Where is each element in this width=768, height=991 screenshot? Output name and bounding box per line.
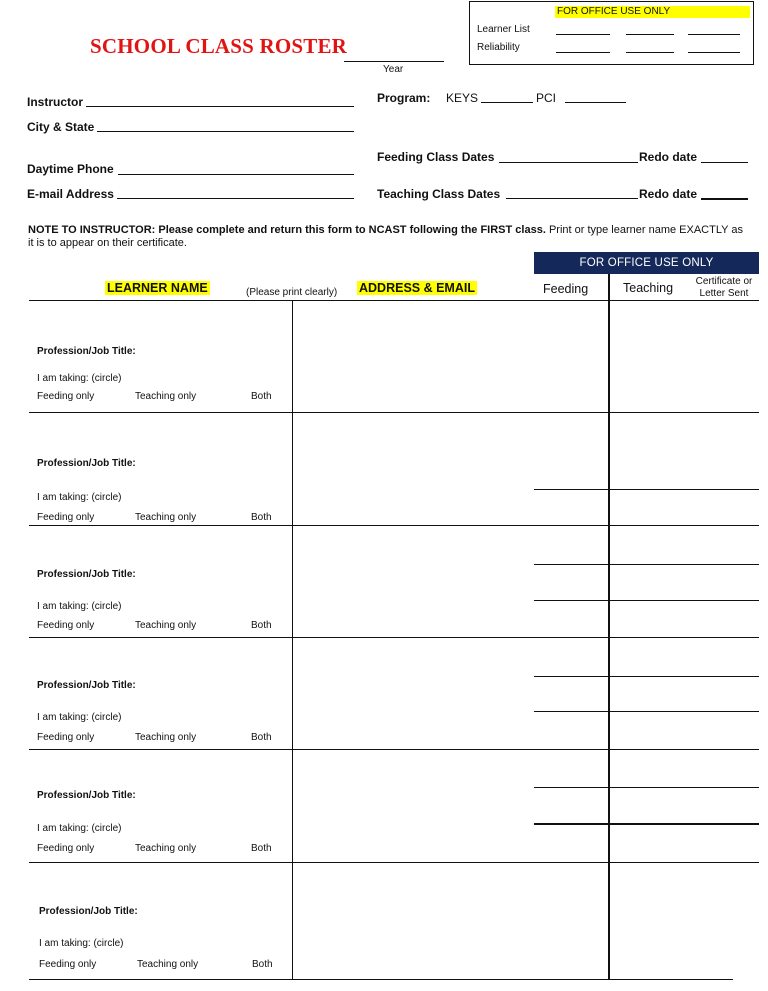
- option-feeding-only[interactable]: Feeding only: [37, 843, 95, 854]
- option-both[interactable]: Both: [251, 732, 272, 743]
- option-both[interactable]: Both: [251, 512, 272, 523]
- learner-list-field-2[interactable]: [626, 34, 674, 35]
- row-divider-4: [29, 749, 759, 750]
- instructor-note-bold: NOTE TO INSTRUCTOR: Please complete and return this form to NCAST following the FIRST class.: [28, 224, 546, 236]
- learner-list-field-3[interactable]: [688, 34, 740, 35]
- option-teaching-only[interactable]: Teaching only: [137, 959, 199, 970]
- teaching-dates-field[interactable]: [506, 198, 638, 199]
- taking-label: I am taking: (circle): [37, 492, 122, 503]
- print-clearly-note: (Please print clearly): [246, 287, 338, 298]
- reliability-field-3[interactable]: [688, 52, 740, 53]
- office-use-heading-text: FOR OFFICE USE ONLY: [557, 6, 671, 17]
- office-row-line: [534, 600, 759, 601]
- option-both[interactable]: Both: [251, 843, 272, 854]
- keys-field[interactable]: [481, 102, 533, 103]
- option-feeding-only[interactable]: Feeding only: [37, 391, 95, 402]
- learner-list-field-1[interactable]: [556, 34, 610, 35]
- office-row-line: [534, 823, 759, 825]
- taking-label: I am taking: (circle): [37, 712, 122, 723]
- office-column-divider: [608, 274, 610, 980]
- option-both[interactable]: Both: [251, 620, 272, 631]
- teaching-redo-label: Redo date: [639, 187, 698, 201]
- office-row-line: [534, 489, 759, 490]
- row-divider-3: [29, 637, 759, 638]
- pci-label: PCI: [536, 91, 557, 105]
- certificate-header: Certificate or Letter Sent: [695, 276, 753, 299]
- taking-label: I am taking: (circle): [39, 938, 124, 949]
- table-header-line: [29, 300, 759, 301]
- daytime-phone-label: Daytime Phone: [27, 162, 114, 176]
- instructor-label: Instructor: [27, 95, 84, 109]
- teaching-header: Teaching: [623, 281, 674, 295]
- profession-label: Profession/Job Title:: [37, 569, 136, 580]
- office-use-banner: FOR OFFICE USE ONLY: [534, 252, 759, 274]
- feeding-header: Feeding: [543, 282, 589, 296]
- year-field-line[interactable]: [344, 61, 444, 62]
- city-state-field[interactable]: [97, 131, 354, 132]
- reliability-label: Reliability: [477, 42, 520, 53]
- taking-label: I am taking: (circle): [37, 823, 122, 834]
- option-feeding-only[interactable]: Feeding only: [37, 732, 95, 743]
- learner-list-label: Learner List: [477, 24, 530, 35]
- feeding-redo-field[interactable]: [701, 162, 748, 163]
- option-teaching-only[interactable]: Teaching only: [135, 732, 197, 743]
- program-label: Program:: [377, 91, 431, 105]
- office-use-heading: [555, 6, 750, 18]
- profession-label: Profession/Job Title:: [37, 346, 136, 357]
- feeding-dates-label: Feeding Class Dates: [377, 150, 495, 164]
- option-feeding-only[interactable]: Feeding only: [39, 959, 97, 970]
- office-row-line: [534, 676, 759, 677]
- row-divider-5: [29, 862, 759, 863]
- row-divider-2: [29, 525, 759, 526]
- instructor-note: [28, 224, 750, 250]
- row-divider-1: [29, 412, 759, 413]
- year-label: Year: [383, 64, 404, 75]
- office-row-line: [534, 711, 759, 712]
- reliability-field-1[interactable]: [556, 52, 610, 53]
- option-both[interactable]: Both: [251, 391, 272, 402]
- profession-label: Profession/Job Title:: [37, 458, 136, 469]
- taking-label: I am taking: (circle): [37, 373, 122, 384]
- email-field[interactable]: [117, 198, 354, 199]
- option-teaching-only[interactable]: Teaching only: [135, 391, 197, 402]
- reliability-field-2[interactable]: [626, 52, 674, 53]
- teaching-redo-field[interactable]: [701, 198, 748, 200]
- instructor-note-rest: Print or type learner name EXACTLY as it is to appear on their certificate.: [28, 224, 743, 249]
- taking-label: I am taking: (circle): [37, 601, 122, 612]
- table-bottom-line: [29, 979, 733, 980]
- address-email-header: ADDRESS & EMAIL: [359, 281, 475, 295]
- email-label: E-mail Address: [27, 187, 114, 201]
- teaching-dates-label: Teaching Class Dates: [377, 187, 501, 201]
- option-feeding-only[interactable]: Feeding only: [37, 620, 95, 631]
- instructor-field[interactable]: [86, 106, 354, 107]
- daytime-phone-field[interactable]: [118, 174, 354, 175]
- profession-label: Profession/Job Title:: [37, 790, 136, 801]
- option-feeding-only[interactable]: Feeding only: [37, 512, 95, 523]
- option-teaching-only[interactable]: Teaching only: [135, 512, 197, 523]
- page-title: SCHOOL CLASS ROSTER: [90, 34, 348, 58]
- profession-label: Profession/Job Title:: [37, 680, 136, 691]
- name-column-divider: [292, 300, 293, 980]
- feeding-redo-label: Redo date: [639, 150, 698, 164]
- pci-field[interactable]: [565, 102, 626, 103]
- profession-label: Profession/Job Title:: [39, 906, 138, 917]
- option-both[interactable]: Both: [252, 959, 273, 970]
- office-row-line: [534, 564, 759, 565]
- option-teaching-only[interactable]: Teaching only: [135, 843, 197, 854]
- feeding-dates-field[interactable]: [499, 162, 638, 163]
- option-teaching-only[interactable]: Teaching only: [135, 620, 197, 631]
- keys-label: KEYS: [446, 91, 479, 105]
- office-row-line: [534, 787, 759, 788]
- learner-name-header: LEARNER NAME: [107, 281, 208, 295]
- city-state-label: City & State: [27, 120, 95, 134]
